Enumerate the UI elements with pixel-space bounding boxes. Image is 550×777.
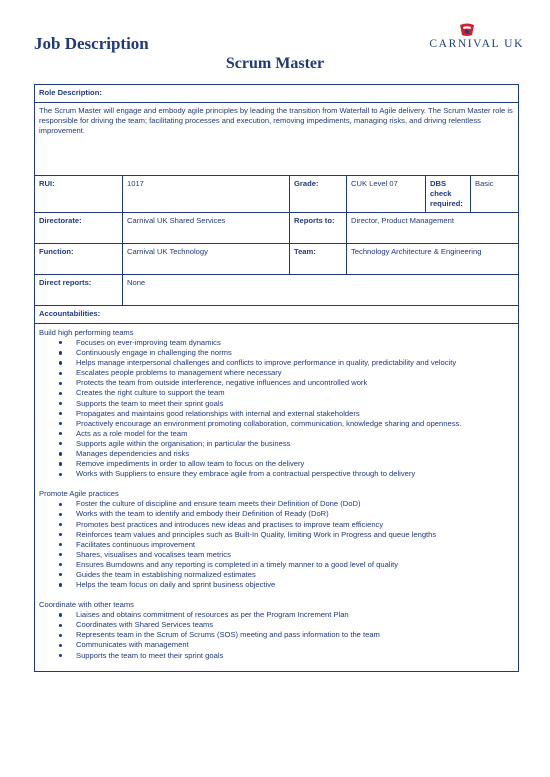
list-item: Protects the team from outside interference, negative influences and uncontrolled work <box>39 378 514 388</box>
role-description-label: Role Description: <box>39 88 102 97</box>
list-item: Creates the right culture to support the team <box>39 388 514 398</box>
rui-value: 1017 <box>123 176 290 213</box>
section-heading: Coordinate with other teams <box>39 600 134 610</box>
direct-reports-value: None <box>123 275 519 306</box>
list-item: Continuously engage in challenging the norms <box>39 348 514 358</box>
accountabilities-content <box>35 324 519 672</box>
list-item: Foster the culture of discipline and ensure team meets their Definition of Done (DoD) <box>39 499 514 509</box>
list-item: Reinforces team values and principles such as Built-In Quality, limiting Work in Progress and queue lengths <box>39 530 514 540</box>
section-heading: Promote Agile practices <box>39 489 119 499</box>
list-item: Liaises and obtains commitment of resources as per the Program Increment Plan <box>39 610 514 620</box>
reports-to-value: Director, Product Management <box>347 213 519 244</box>
accountabilities-label-cell <box>35 306 519 324</box>
list-item: Supports the team to meet their sprint goals <box>39 399 514 409</box>
carnival-uk-logo <box>418 22 524 54</box>
list-item: Promotes best practices and introduces new ideas and practises to improve team efficiency <box>39 520 514 530</box>
list-item: Escalates people problems to management where necessary <box>39 368 514 378</box>
team-label: Team: <box>290 244 347 275</box>
list-item: Coordinates with Shared Services teams <box>39 620 514 630</box>
bullet-list <box>39 499 514 590</box>
rui-label: RUI: <box>35 176 123 213</box>
directorate-label: Directorate: <box>35 213 123 244</box>
list-item: Guides the team in establishing normalized estimates <box>39 570 514 580</box>
bullet-list <box>39 610 514 660</box>
section-heading: Build high performing teams <box>39 328 134 337</box>
list-item: Propagates and maintains good relationships with internal and external stakeholders <box>39 409 514 419</box>
document-title: Job Description <box>34 34 149 53</box>
logo-wordmark: CARNIVAL UK <box>429 38 524 50</box>
directorate-value: Carnival UK Shared Services <box>123 213 290 244</box>
list-item: Ensures Burndowns and any reporting is completed in a timely manner to a good level of quality <box>39 560 514 570</box>
accountability-section <box>39 489 514 590</box>
list-item: Focuses on ever-improving team dynamics <box>39 338 514 348</box>
accountability-section <box>39 328 514 479</box>
list-item: Manages dependencies and risks <box>39 449 514 459</box>
team-value: Technology Architecture & Engineering <box>347 244 519 275</box>
funnel-flag-icon <box>458 22 476 38</box>
list-item: Works with the team to identify and embody their Definition of Ready (DoR) <box>39 509 514 519</box>
accountabilities-label: Accountabilities: <box>39 309 101 318</box>
role-description-text: The Scrum Master will engage and embody agile principles by leading the transition from Waterfall to Agile delivery. The Scrum Master role is responsible for driving the team; facilitating processes and execution, removing impediments, managing risks, and driving relentless improvement. <box>35 103 519 176</box>
list-item: Acts as a role model for the team <box>39 429 514 439</box>
function-label: Function: <box>35 244 123 275</box>
list-item: Facilitates continuous improvement <box>39 540 514 550</box>
dbs-check-label: DBS check required: <box>426 176 471 213</box>
bullet-list <box>39 338 514 479</box>
list-item: Proactively encourage an environment promoting collaboration, communication, knowledge sharing and openness. <box>39 419 514 429</box>
direct-reports-label: Direct reports: <box>35 275 123 306</box>
job-description-table <box>34 84 519 672</box>
grade-label: Grade: <box>290 176 347 213</box>
list-item: Helps the team focus on daily and sprint business objective <box>39 580 514 590</box>
grade-value: CUK Level 07 <box>347 176 426 213</box>
accountability-section <box>39 600 514 660</box>
list-item: Supports the team to meet their sprint goals <box>39 651 514 661</box>
list-item: Represents team in the Scrum of Scrums (SOS) meeting and pass information to the team <box>39 630 514 640</box>
reports-to-label: Reports to: <box>290 213 347 244</box>
list-item: Remove impediments in order to allow team to focus on the delivery <box>39 459 514 469</box>
role-description-label-cell <box>35 85 519 103</box>
list-item: Works with Suppliers to ensure they embrace agile from a contractual perspective through to delivery <box>39 469 514 479</box>
list-item: Communicates with management <box>39 640 514 650</box>
list-item: Supports agile within the organisation; in particular the business <box>39 439 514 449</box>
list-item: Shares, visualises and vocalises team metrics <box>39 550 514 560</box>
function-value: Carnival UK Technology <box>123 244 290 275</box>
list-item: Helps manage interpersonal challenges and conflicts to improve performance in quality, predictability and velocity <box>39 358 514 368</box>
dbs-check-value: Basic <box>471 176 519 213</box>
role-title: Scrum Master <box>225 55 325 72</box>
